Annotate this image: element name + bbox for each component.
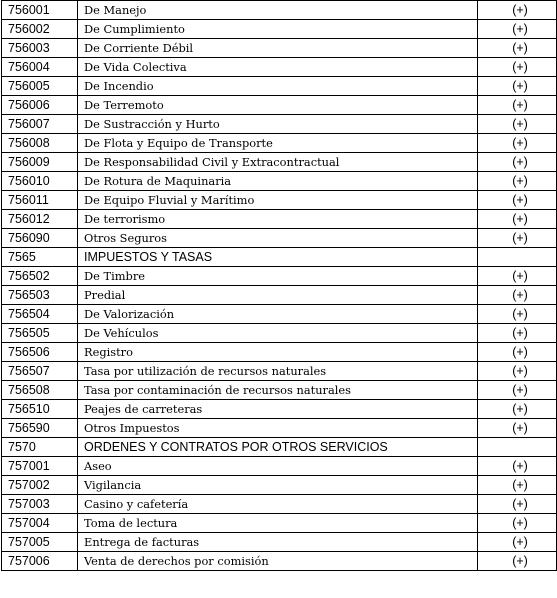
account-description-cell: Tasa por utilización de recursos naturales [78, 362, 478, 381]
account-code-cell: 756011 [2, 191, 78, 210]
nature-sign-cell: (+) [478, 514, 557, 533]
table-row [2, 229, 557, 248]
table-row [2, 172, 557, 191]
account-code-cell: 756506 [2, 343, 78, 362]
table-row [2, 419, 557, 438]
account-code-cell: 756006 [2, 96, 78, 115]
table-row [2, 495, 557, 514]
account-code-cell: 756505 [2, 324, 78, 343]
account-code-cell: 756010 [2, 172, 78, 191]
account-code-cell: 757005 [2, 533, 78, 552]
table-row [2, 153, 557, 172]
nature-sign-cell: (+) [478, 362, 557, 381]
account-code-cell: 756002 [2, 20, 78, 39]
account-description-cell: De Responsabilidad Civil y Extracontractual [78, 153, 478, 172]
table-row [2, 58, 557, 77]
group-title-cell: ORDENES Y CONTRATOS POR OTROS SERVICIOS [78, 438, 478, 457]
account-code-cell: 756005 [2, 77, 78, 96]
nature-sign-cell: (+) [478, 324, 557, 343]
nature-sign-cell: (+) [478, 210, 557, 229]
account-code-cell: 757004 [2, 514, 78, 533]
account-description-cell: De Sustracción y Hurto [78, 115, 478, 134]
nature-sign-cell: (+) [478, 305, 557, 324]
account-code-cell: 756004 [2, 58, 78, 77]
accounts-table-body [2, 1, 557, 571]
account-code-cell: 756012 [2, 210, 78, 229]
account-description-cell: Otros Seguros [78, 229, 478, 248]
nature-sign-cell: (+) [478, 77, 557, 96]
account-code-cell: 756502 [2, 267, 78, 286]
account-code-cell: 757001 [2, 457, 78, 476]
table-row [2, 381, 557, 400]
table-row [2, 1, 557, 20]
nature-sign-cell: (+) [478, 172, 557, 191]
nature-sign-cell: (+) [478, 115, 557, 134]
account-description-cell: Aseo [78, 457, 478, 476]
table-row [2, 552, 557, 571]
account-code-cell: 756008 [2, 134, 78, 153]
nature-sign-cell: (+) [478, 20, 557, 39]
account-description-cell: De Cumplimiento [78, 20, 478, 39]
account-code-cell: 756504 [2, 305, 78, 324]
table-row [2, 191, 557, 210]
nature-sign-cell: (+) [478, 552, 557, 571]
account-description-cell: De Valorización [78, 305, 478, 324]
nature-sign-cell: (+) [478, 286, 557, 305]
account-description-cell: De Timbre [78, 267, 478, 286]
account-code-cell: 757002 [2, 476, 78, 495]
account-description-cell: De Corriente Débil [78, 39, 478, 58]
account-description-cell: De Flota y Equipo de Transporte [78, 134, 478, 153]
account-description-cell: Casino y cafetería [78, 495, 478, 514]
account-code-cell: 756510 [2, 400, 78, 419]
account-code-cell: 756007 [2, 115, 78, 134]
nature-sign-cell: (+) [478, 134, 557, 153]
accounts-table [1, 0, 557, 571]
nature-sign-cell [478, 248, 557, 267]
account-code-cell: 757006 [2, 552, 78, 571]
account-description-cell: De Equipo Fluvial y Marítimo [78, 191, 478, 210]
table-row [2, 210, 557, 229]
table-row [2, 115, 557, 134]
account-description-cell: De Terremoto [78, 96, 478, 115]
table-row [2, 267, 557, 286]
account-code-cell: 756503 [2, 286, 78, 305]
account-description-cell: Peajes de carreteras [78, 400, 478, 419]
table-row [2, 343, 557, 362]
nature-sign-cell: (+) [478, 533, 557, 552]
account-code-cell: 756009 [2, 153, 78, 172]
table-row [2, 96, 557, 115]
nature-sign-cell: (+) [478, 381, 557, 400]
table-row [2, 362, 557, 381]
account-code-cell: 7565 [2, 248, 78, 267]
account-description-cell: Vigilancia [78, 476, 478, 495]
group-header-row [2, 248, 557, 267]
account-description-cell: Predial [78, 286, 478, 305]
nature-sign-cell: (+) [478, 495, 557, 514]
table-row [2, 324, 557, 343]
table-row [2, 457, 557, 476]
account-code-cell: 756507 [2, 362, 78, 381]
nature-sign-cell: (+) [478, 39, 557, 58]
nature-sign-cell: (+) [478, 267, 557, 286]
nature-sign-cell: (+) [478, 457, 557, 476]
account-description-cell: De Vida Colectiva [78, 58, 478, 77]
account-code-cell: 757003 [2, 495, 78, 514]
nature-sign-cell: (+) [478, 229, 557, 248]
account-description-cell: De Vehículos [78, 324, 478, 343]
account-description-cell: Otros Impuestos [78, 419, 478, 438]
nature-sign-cell: (+) [478, 1, 557, 20]
account-description-cell: De Incendio [78, 77, 478, 96]
table-row [2, 20, 557, 39]
account-description-cell: De terrorismo [78, 210, 478, 229]
nature-sign-cell: (+) [478, 191, 557, 210]
table-row [2, 305, 557, 324]
account-code-cell: 756090 [2, 229, 78, 248]
table-row [2, 134, 557, 153]
table-row [2, 514, 557, 533]
account-description-cell: Toma de lectura [78, 514, 478, 533]
table-row [2, 286, 557, 305]
nature-sign-cell: (+) [478, 476, 557, 495]
nature-sign-cell: (+) [478, 343, 557, 362]
account-description-cell: Registro [78, 343, 478, 362]
nature-sign-cell: (+) [478, 96, 557, 115]
account-description-cell: De Manejo [78, 1, 478, 20]
table-row [2, 400, 557, 419]
account-code-cell: 756003 [2, 39, 78, 58]
nature-sign-cell: (+) [478, 419, 557, 438]
group-title-cell: IMPUESTOS Y TASAS [78, 248, 478, 267]
account-code-cell: 756001 [2, 1, 78, 20]
nature-sign-cell: (+) [478, 400, 557, 419]
account-code-cell: 756590 [2, 419, 78, 438]
nature-sign-cell [478, 438, 557, 457]
account-code-cell: 7570 [2, 438, 78, 457]
nature-sign-cell: (+) [478, 58, 557, 77]
group-header-row [2, 438, 557, 457]
account-description-cell: Entrega de facturas [78, 533, 478, 552]
table-row [2, 476, 557, 495]
table-row [2, 77, 557, 96]
table-row [2, 39, 557, 58]
table-row [2, 533, 557, 552]
account-code-cell: 756508 [2, 381, 78, 400]
account-description-cell: Tasa por contaminación de recursos naturales [78, 381, 478, 400]
account-description-cell: De Rotura de Maquinaria [78, 172, 478, 191]
nature-sign-cell: (+) [478, 153, 557, 172]
account-description-cell: Venta de derechos por comisión [78, 552, 478, 571]
